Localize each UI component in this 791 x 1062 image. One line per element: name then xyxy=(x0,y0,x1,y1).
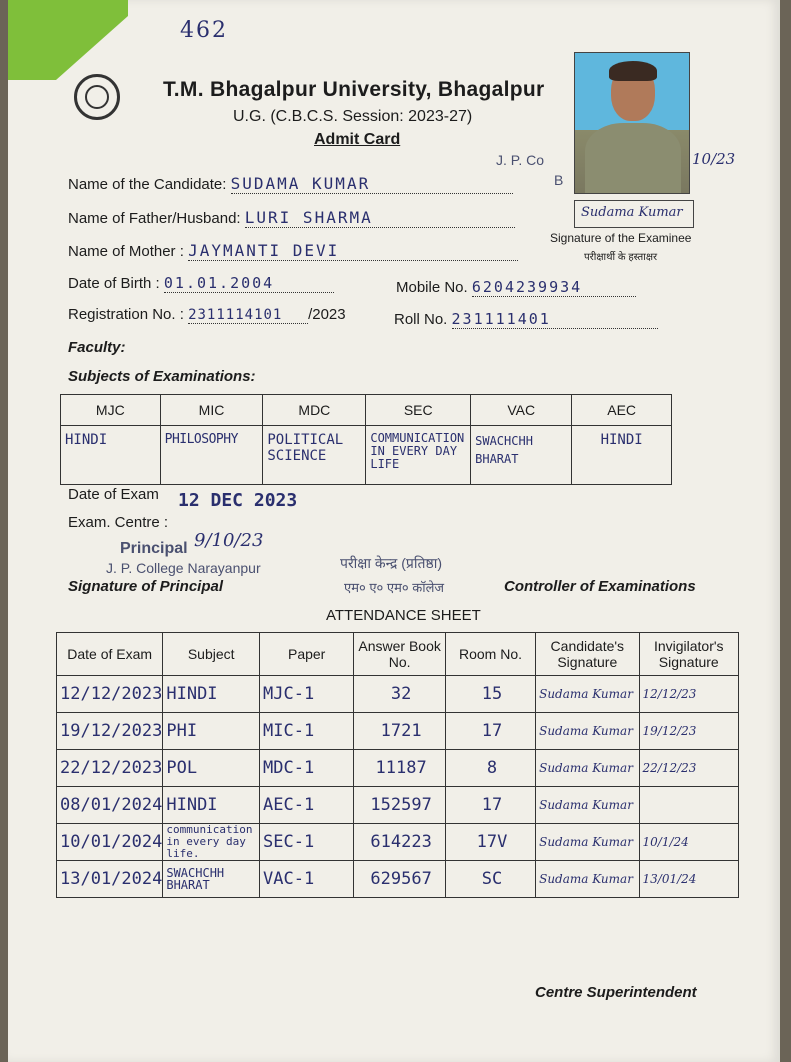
row-book: 11187 xyxy=(354,750,446,787)
row-paper: MIC-1 xyxy=(260,713,354,750)
subject-cell: HINDI xyxy=(572,426,672,485)
examinee-signature-caption-hindi: परीक्षार्थी के हस्ताक्षर xyxy=(584,252,658,263)
row-room: 17 xyxy=(445,713,535,750)
attendance-header: Room No. xyxy=(445,633,535,676)
row-invigilator-signature: 22/12/23 xyxy=(639,750,738,787)
dob-label: Date of Birth : xyxy=(68,275,160,292)
row-book: 629567 xyxy=(354,861,446,898)
row-candidate-signature: Sudama Kumar xyxy=(536,861,639,898)
exam-date-label: Date of Exam xyxy=(68,486,159,503)
row-candidate-signature: Sudama Kumar xyxy=(536,713,639,750)
principal-initials-date: 9/10/23 xyxy=(194,530,264,551)
row-subject: POL xyxy=(163,750,260,787)
subject-cell: SWACHCHH BHARAT xyxy=(471,426,572,485)
mother-name-label: Name of Mother : xyxy=(68,243,184,260)
subjects-label: Subjects of Examinations: xyxy=(68,368,256,385)
subject-cell: PHILOSOPHY xyxy=(160,426,263,485)
exam-centre-stamp-hindi: परीक्षा केन्द्र (प्रतिष्ठा) xyxy=(340,555,443,571)
registration-value: 2311114101 xyxy=(188,307,308,324)
roll-label: Roll No. xyxy=(394,311,448,328)
row-invigilator-signature: 19/12/23 xyxy=(639,713,738,750)
row-book: 152597 xyxy=(354,787,446,824)
row-candidate-signature: Sudama Kumar xyxy=(536,824,639,861)
dob-value: 01.01.2004 xyxy=(164,274,334,293)
admit-card-page xyxy=(8,0,780,1062)
row-room: 15 xyxy=(445,676,535,713)
mother-name-value: JAYMANTI DEVI xyxy=(188,241,518,261)
session-info: U.G. (C.B.C.S. Session: 2023-27) xyxy=(233,108,473,125)
examinee-signature-caption: Signature of the Examinee xyxy=(550,231,692,245)
university-logo-icon xyxy=(74,74,120,120)
row-candidate-signature: Sudama Kumar xyxy=(536,787,639,824)
row-subject: PHI xyxy=(163,713,260,750)
subject-header: MIC xyxy=(160,395,263,426)
attendance-header: Answer Book No. xyxy=(354,633,446,676)
attendance-header: Invigilator's Signature xyxy=(639,633,738,676)
row-subject: HINDI xyxy=(163,676,260,713)
row-date: 19/12/2023 xyxy=(57,713,163,750)
subjects-table xyxy=(60,394,672,485)
registration-suffix: /2023 xyxy=(308,306,346,323)
row-book: 614223 xyxy=(354,824,446,861)
registration-label: Registration No. : xyxy=(68,306,184,323)
candidate-name-label: Name of the Candidate: xyxy=(68,176,227,193)
row-book: 32 xyxy=(354,676,446,713)
attendance-header: Date of Exam xyxy=(57,633,163,676)
row-book: 1721 xyxy=(354,713,446,750)
candidate-name-value: SUDAMA KUMAR xyxy=(231,174,513,194)
college-stamp-line1: J. P. Co xyxy=(496,152,544,168)
father-name-value: LURI SHARMA xyxy=(245,208,515,228)
row-date: 10/01/2024 xyxy=(57,824,163,861)
row-date: 22/12/2023 xyxy=(57,750,163,787)
subject-header: SEC xyxy=(366,395,471,426)
subject-header: AEC xyxy=(572,395,672,426)
row-invigilator-signature: 12/12/23 xyxy=(639,676,738,713)
document-title: Admit Card xyxy=(314,131,401,148)
subject-header: MJC xyxy=(61,395,161,426)
row-room: 8 xyxy=(445,750,535,787)
torn-corner-green xyxy=(8,0,128,80)
row-room: 17V xyxy=(445,824,535,861)
subject-cell: COMMUNICATION IN EVERY DAY LIFE xyxy=(366,426,471,485)
attendance-header: Candidate's Signature xyxy=(536,633,639,676)
mobile-value: 6204239934 xyxy=(472,278,636,297)
attendance-row xyxy=(57,750,739,787)
row-date: 13/01/2024 xyxy=(57,861,163,898)
college-stamp-hindi: एम० ए० एम० कॉलेज xyxy=(344,580,445,595)
college-stamp-line2: B xyxy=(554,172,564,188)
subject-cell: HINDI xyxy=(61,426,161,485)
university-name: T.M. Bhagalpur University, Bhagalpur xyxy=(163,78,545,101)
row-room: 17 xyxy=(445,787,535,824)
row-candidate-signature: Sudama Kumar xyxy=(536,676,639,713)
attendance-title: ATTENDANCE SHEET xyxy=(326,607,481,624)
principal-stamp: Principal xyxy=(120,540,188,557)
row-subject: HINDI xyxy=(163,787,260,824)
row-paper: MJC-1 xyxy=(260,676,354,713)
exam-date-stamp: 12 DEC 2023 xyxy=(178,490,298,511)
subject-header: VAC xyxy=(471,395,572,426)
centre-superintendent-label: Centre Superintendent xyxy=(535,984,697,1001)
attendance-table xyxy=(56,632,739,898)
row-paper: VAC-1 xyxy=(260,861,354,898)
row-candidate-signature: Sudama Kumar xyxy=(536,750,639,787)
row-paper: AEC-1 xyxy=(260,787,354,824)
photo-initials-date: 10/23 xyxy=(692,150,736,168)
row-invigilator-signature: 10/1/24 xyxy=(639,824,738,861)
attendance-row xyxy=(57,676,739,713)
subject-header: MDC xyxy=(263,395,366,426)
subject-cell: POLITICAL SCIENCE xyxy=(263,426,366,485)
examinee-signature-box xyxy=(574,200,694,228)
attendance-row xyxy=(57,824,739,861)
exam-centre-label: Exam. Centre : xyxy=(68,514,169,531)
examinee-signature: Sudama Kumar xyxy=(581,205,683,220)
row-subject: communication in every day life. xyxy=(163,824,260,861)
row-date: 12/12/2023 xyxy=(57,676,163,713)
faculty-label: Faculty: xyxy=(68,339,126,356)
college-stamp: J. P. College Narayanpur xyxy=(106,560,261,576)
candidate-photo xyxy=(574,52,690,194)
handwritten-number: 462 xyxy=(180,18,228,43)
row-date: 08/01/2024 xyxy=(57,787,163,824)
row-room: SC xyxy=(445,861,535,898)
principal-signature-label: Signature of Principal xyxy=(68,578,224,595)
attendance-header: Paper xyxy=(260,633,354,676)
row-subject: SWACHCHH BHARAT xyxy=(163,861,260,898)
attendance-header: Subject xyxy=(163,633,260,676)
row-paper: SEC-1 xyxy=(260,824,354,861)
controller-label: Controller of Examinations xyxy=(504,578,696,595)
father-name-label: Name of Father/Husband: xyxy=(68,210,241,227)
row-invigilator-signature xyxy=(639,787,738,824)
attendance-row xyxy=(57,861,739,898)
mobile-label: Mobile No. xyxy=(396,279,468,296)
attendance-row xyxy=(57,787,739,824)
attendance-row xyxy=(57,713,739,750)
row-invigilator-signature: 13/01/24 xyxy=(639,861,738,898)
row-paper: MDC-1 xyxy=(260,750,354,787)
roll-value: 231111401 xyxy=(452,310,658,329)
